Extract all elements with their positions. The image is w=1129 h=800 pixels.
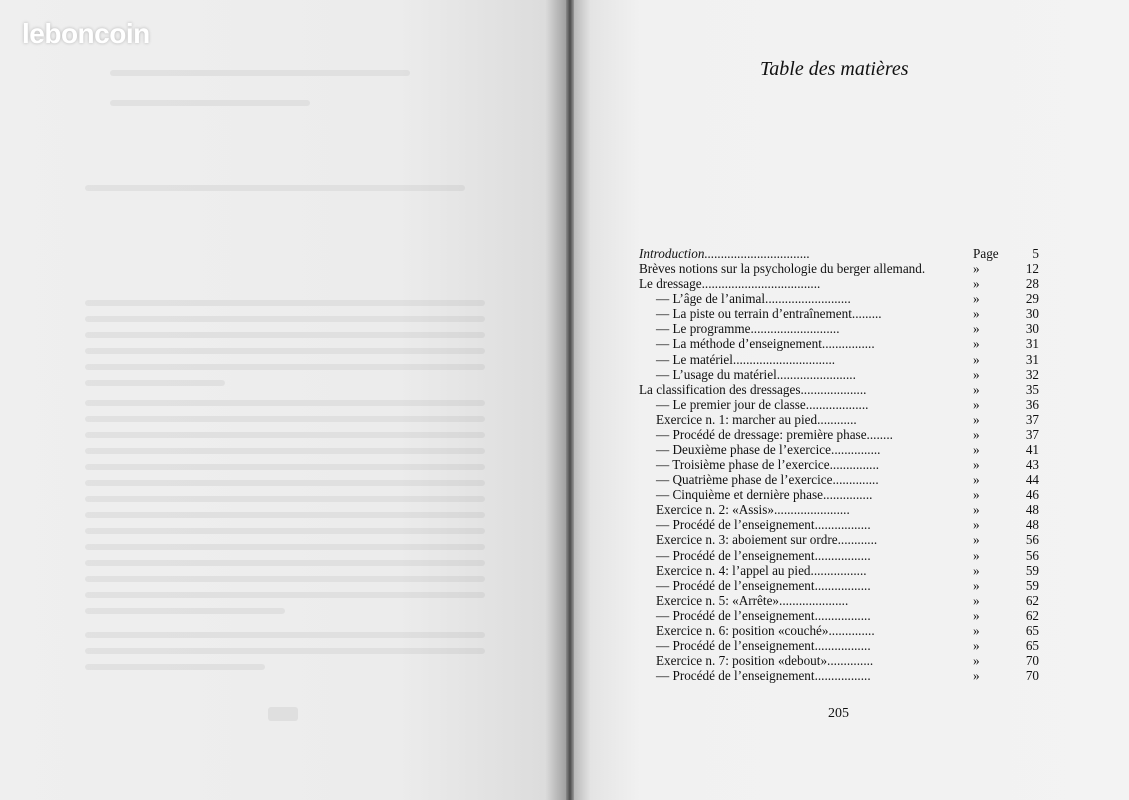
toc-entry-marker: » <box>973 261 980 277</box>
toc-entry-label: Exercice n. 4: l’appel au pied <box>656 562 811 578</box>
toc-entry-label: — L’usage du matériel <box>656 366 777 382</box>
toc-entry-page: 31 <box>1025 351 1039 367</box>
toc-entry <box>639 472 1039 487</box>
toc-entry-page: 48 <box>1025 502 1039 518</box>
toc-entry-leader-dots: ................. <box>814 607 871 623</box>
toc-entry <box>639 502 1039 517</box>
toc-entry-marker: » <box>973 592 980 608</box>
toc-entry-label: Exercice n. 3: aboiement sur ordre <box>656 532 838 548</box>
toc-entry <box>639 487 1039 502</box>
toc-entry-text <box>656 608 871 623</box>
toc-entry <box>639 367 1039 382</box>
toc-entry-page: 35 <box>1025 381 1039 397</box>
toc-entry-page: 41 <box>1025 442 1039 458</box>
toc-entry-page: 37 <box>1025 411 1039 427</box>
toc-entry-page: 29 <box>1025 291 1039 307</box>
toc-entry-leader-dots: ..................... <box>779 592 849 608</box>
toc-entry-text <box>656 427 893 442</box>
toc-entry-page: 59 <box>1025 577 1039 593</box>
toc-entry <box>639 608 1039 623</box>
toc-entry <box>639 261 1039 276</box>
bleed-through-text <box>85 448 485 454</box>
toc-entry-marker: » <box>973 306 980 322</box>
toc-entry-text <box>639 276 820 291</box>
toc-entry-leader-dots: .................................... <box>701 276 821 292</box>
toc-entry-marker: » <box>973 457 980 473</box>
toc-entry-leader-dots: ............ <box>817 411 857 427</box>
toc-entry-leader-dots: ................ <box>821 336 875 352</box>
toc-entry-label: — Le premier jour de classe <box>656 396 806 412</box>
toc-entry-label: Introduction <box>639 246 705 261</box>
toc-entry <box>639 336 1039 351</box>
bleed-through-text <box>85 464 485 470</box>
bleed-through-text <box>85 664 265 670</box>
toc-entry-label: — Le programme <box>656 321 751 337</box>
bleed-through-text <box>85 300 485 306</box>
toc-entry-text <box>656 321 840 336</box>
toc-entry-label: Brèves notions sur la psychologie du berger allemand. <box>639 261 926 277</box>
toc-entry-text <box>656 457 879 472</box>
right-page <box>574 0 1129 800</box>
toc-entry-leader-dots: ............................... <box>732 351 836 367</box>
toc-entry-page: 56 <box>1025 547 1039 563</box>
toc-entry-page: 43 <box>1025 457 1039 473</box>
toc-entry-leader-dots: ................. <box>814 638 871 654</box>
toc-entry-leader-dots: .............. <box>832 472 879 488</box>
toc-entry-marker: » <box>973 502 980 518</box>
toc-entry <box>639 653 1039 668</box>
bleed-through-text <box>85 496 485 502</box>
toc-entry-label: — Procédé de l’enseignement <box>656 607 815 623</box>
toc-entry-marker: » <box>973 321 980 337</box>
toc-entry-leader-dots: ................. <box>810 562 867 578</box>
toc-entry-marker: » <box>973 653 980 669</box>
toc-entry-page: 36 <box>1025 396 1039 412</box>
bleed-through-text <box>110 70 410 76</box>
toc-entry-marker: » <box>973 622 980 638</box>
toc-entry-label: — La piste ou terrain d’entraînement <box>656 306 852 322</box>
toc-entry-page: 59 <box>1025 562 1039 578</box>
bleed-through-text <box>85 316 485 322</box>
toc-entry-page: 31 <box>1025 336 1039 352</box>
bleed-through-text <box>85 528 485 534</box>
toc-entry-label: — L’âge de l’animal <box>656 291 766 307</box>
toc-entry-text <box>656 367 856 382</box>
toc-entry-page: 70 <box>1025 668 1039 684</box>
toc-entry-label: — Quatrième phase de l’exercice <box>656 472 833 488</box>
toc-entry-text <box>656 306 882 321</box>
toc-entry-text <box>656 487 872 502</box>
bleed-through-text <box>85 592 485 598</box>
toc-entry-text <box>639 246 810 261</box>
toc-entry-label: Exercice n. 2: «Assis» <box>656 502 774 518</box>
toc-entry-marker: » <box>973 381 980 397</box>
toc-entry-text <box>656 472 879 487</box>
toc-entry-text <box>656 291 851 306</box>
toc-entry-leader-dots: ............... <box>822 487 873 503</box>
page-number: 205 <box>828 706 849 721</box>
toc-entry-label: — Procédé de l’enseignement <box>656 638 815 654</box>
toc-entry-text <box>656 517 871 532</box>
toc-entry-leader-dots: ............... <box>829 457 880 473</box>
toc-entry-label: — Procédé de l’enseignement <box>656 668 815 684</box>
toc-entry-leader-dots: .......................... <box>765 291 851 307</box>
toc-entry-marker: » <box>973 668 980 684</box>
toc-entry-label: — Procédé de l’enseignement <box>656 577 815 593</box>
bleed-through-text <box>85 480 485 486</box>
toc-entry-leader-dots: ................... <box>805 396 869 412</box>
toc-entry <box>639 532 1039 547</box>
toc-entry <box>639 306 1039 321</box>
book-gutter <box>566 0 574 800</box>
toc-entry-text <box>656 532 877 547</box>
toc-entry-marker: Page <box>973 246 999 261</box>
toc-entry-page: 28 <box>1025 276 1039 292</box>
toc-entry-marker: » <box>973 517 980 533</box>
toc-entry-text <box>656 578 871 593</box>
bleed-through-page-number <box>268 707 298 721</box>
toc-entry-leader-dots: .............. <box>827 653 874 669</box>
toc-entry <box>639 427 1039 442</box>
toc-entry-label: Exercice n. 7: position «debout» <box>656 653 828 669</box>
toc-entry <box>639 563 1039 578</box>
toc-entry-label: Exercice n. 5: «Arrête» <box>656 592 780 608</box>
toc-entry-leader-dots: ....................... <box>773 502 850 518</box>
toc-entry-page: 46 <box>1025 487 1039 503</box>
toc-entry-text <box>656 442 880 457</box>
bleed-through-text <box>85 560 485 566</box>
leboncoin-watermark-logo: leboncoin <box>22 18 150 49</box>
toc-entry-text <box>656 563 867 578</box>
toc-entry-text <box>656 502 850 517</box>
toc-entry-text <box>656 352 835 367</box>
bleed-through-text <box>85 632 485 638</box>
toc-entry <box>639 382 1039 397</box>
toc-entry-label: La classification des dressages <box>639 381 801 397</box>
toc-entry-marker: » <box>973 291 980 307</box>
toc-entry-marker: » <box>973 276 980 292</box>
toc-entry-text <box>656 623 875 638</box>
toc-entry-label: — Procédé de l’enseignement <box>656 517 815 533</box>
toc-entry <box>639 321 1039 336</box>
toc-entry-marker: » <box>973 442 980 458</box>
toc-entry-leader-dots: ................. <box>814 577 871 593</box>
bleed-through-text <box>85 364 485 370</box>
toc-entry-label: — Procédé de dressage: première phase <box>656 426 867 442</box>
toc-entry-marker: » <box>973 336 980 352</box>
toc-entry-marker: » <box>973 577 980 593</box>
bleed-through-text <box>85 608 285 614</box>
bleed-through-text <box>85 332 485 338</box>
toc-entry <box>639 623 1039 638</box>
toc-entry <box>639 291 1039 306</box>
toc-entry-marker: » <box>973 562 980 578</box>
toc-entry-page: 65 <box>1025 622 1039 638</box>
bleed-through-text <box>85 576 485 582</box>
toc-entry <box>639 397 1039 412</box>
bleed-through-text <box>85 185 465 191</box>
toc-entry-marker: » <box>973 607 980 623</box>
bleed-through-text <box>85 544 485 550</box>
toc-entry-leader-dots: ................. <box>814 547 871 563</box>
toc-entry-text <box>656 412 857 427</box>
toc-entry <box>639 517 1039 532</box>
bleed-through-text <box>110 100 310 106</box>
toc-entry-marker: » <box>973 638 980 654</box>
toc-entry-label: — Deuxième phase de l’exercice <box>656 442 832 458</box>
toc-entry-leader-dots: ........ <box>866 426 893 442</box>
toc-entry-text <box>639 261 925 276</box>
toc-entry-marker: » <box>973 366 980 382</box>
bleed-through-text <box>85 648 485 654</box>
toc-entry-marker: » <box>973 351 980 367</box>
toc-entry-leader-dots: ............... <box>831 442 881 458</box>
toc-entry-page: 65 <box>1025 638 1039 654</box>
toc-entry <box>639 457 1039 472</box>
page-title: Table des matières <box>760 58 909 80</box>
toc-entry-leader-dots: ............ <box>837 532 878 548</box>
toc-entry-label: Exercice n. 1: marcher au pied <box>656 411 818 427</box>
toc-entry-leader-dots: ........................ <box>776 366 856 382</box>
toc-entry-leader-dots: ......... <box>851 306 882 322</box>
toc-entry-leader-dots: ................................ <box>704 246 810 261</box>
toc-entry <box>639 412 1039 427</box>
toc-entry-text <box>639 382 866 397</box>
toc-entry-page: 62 <box>1025 592 1039 608</box>
toc-entry-page: 44 <box>1025 472 1039 488</box>
toc-entry-text <box>656 638 871 653</box>
toc-entry-marker: » <box>973 411 980 427</box>
toc-entry-page: 12 <box>1025 261 1039 277</box>
toc-entry-text <box>656 336 875 351</box>
toc-entry-marker: » <box>973 532 980 548</box>
toc-entry <box>639 246 1039 261</box>
toc-entry-label: — Cinquième et dernière phase <box>656 487 823 503</box>
toc-entry-page: 5 <box>1032 246 1039 261</box>
toc-entry <box>639 352 1039 367</box>
toc-entry <box>639 276 1039 291</box>
toc-entry-label: — Le matériel <box>656 351 733 367</box>
toc-entry-leader-dots: .................... <box>800 381 867 397</box>
toc-entry-text <box>656 548 871 563</box>
toc-entry-leader-dots: ................. <box>814 668 871 684</box>
toc-entry <box>639 593 1039 608</box>
toc-entry <box>639 578 1039 593</box>
toc-entry-marker: » <box>973 547 980 563</box>
toc-entry-leader-dots: ................. <box>814 517 871 533</box>
toc-entry-marker: » <box>973 472 980 488</box>
bleed-through-text <box>85 432 485 438</box>
toc-entry-label: Exercice n. 6: position «couché» <box>656 622 829 638</box>
bleed-through-text <box>85 380 225 386</box>
toc-entry-label: — Procédé de l’enseignement <box>656 547 815 563</box>
toc-entry-marker: » <box>973 487 980 503</box>
toc-entry <box>639 638 1039 653</box>
bleed-through-text <box>85 400 485 406</box>
toc-entry-page: 56 <box>1025 532 1039 548</box>
toc-entry <box>639 668 1039 683</box>
toc-entry <box>639 548 1039 563</box>
toc-entry-marker: » <box>973 396 980 412</box>
toc-entry-page: 32 <box>1025 366 1039 382</box>
toc-entry-text <box>656 653 873 668</box>
toc-entry-leader-dots: ........................... <box>750 321 840 337</box>
bleed-through-text <box>85 512 485 518</box>
toc-entry-label: — La méthode d’enseignement <box>656 336 822 352</box>
toc-entry-leader-dots: .............. <box>828 622 875 638</box>
toc-entry-page: 70 <box>1025 653 1039 669</box>
toc-entry-page: 48 <box>1025 517 1039 533</box>
toc-entry-page: 30 <box>1025 321 1039 337</box>
bleed-through-text <box>85 348 485 354</box>
toc-entry-page: 62 <box>1025 607 1039 623</box>
toc-entry-label: Le dressage <box>639 276 702 292</box>
toc-entry-text <box>656 593 848 608</box>
toc-entry-label: — Troisième phase de l’exercice <box>656 457 830 473</box>
toc-entry-text <box>656 397 868 412</box>
table-of-contents <box>639 246 1039 683</box>
toc-entry-marker: » <box>973 426 980 442</box>
bleed-through-text <box>85 416 485 422</box>
toc-entry <box>639 442 1039 457</box>
toc-entry-page: 30 <box>1025 306 1039 322</box>
toc-entry-text <box>656 668 871 683</box>
toc-entry-page: 37 <box>1025 426 1039 442</box>
